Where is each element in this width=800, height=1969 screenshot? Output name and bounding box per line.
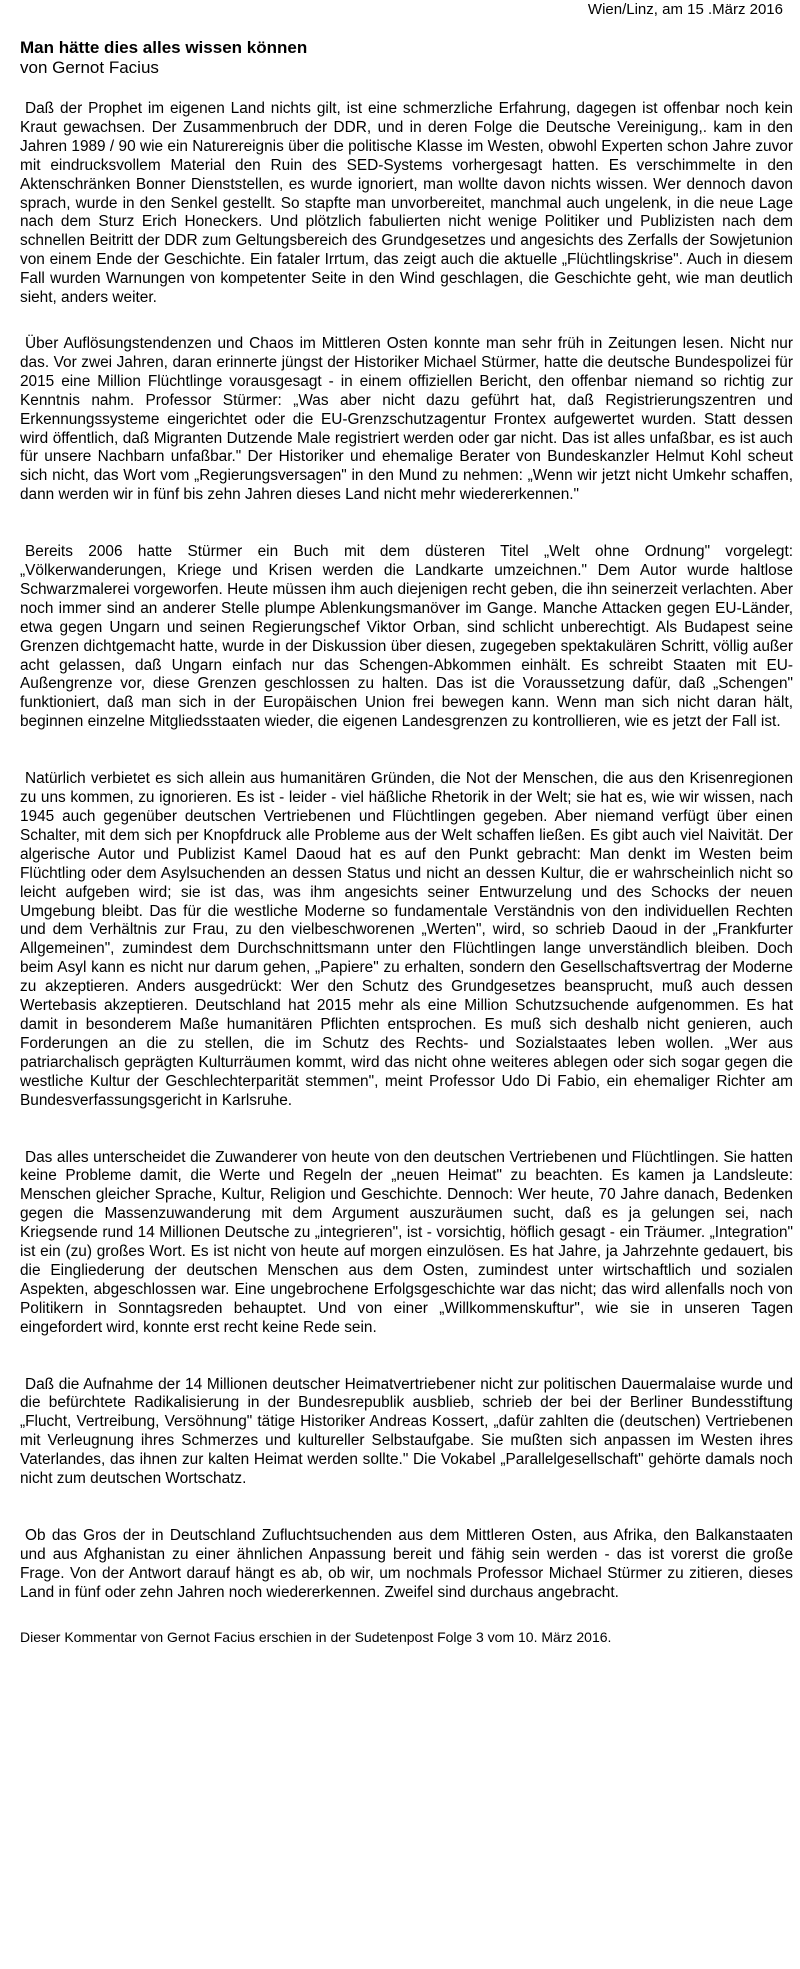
paragraph: Ob das Gros der in Deutschland Zufluchtsuchenden aus dem Mittleren Osten, aus Afrika, den Balkanstaaten und aus Afghanistan zu einer ähnlichen Anpassung bereit und fähig sein werden - das ist vorerst die große Frage. Von der Antwort darauf hängt es ab, ob wir, um nochmals Professor Michael Stürmer zu zitieren, dieses Land in fünf oder zehn Jahren noch wiedererkennen. Zweifel sind durchaus angebracht. — [20, 1527, 793, 1601]
article-byline: von Gernot Facius — [20, 58, 159, 77]
paragraph: Daß die Aufnahme der 14 Millionen deutscher Heimatvertriebener nicht zur politischen Dauermalaise wurde und die befürchtete Radikalisierung in der Bundesrepublik ausblieb, schrieb der bei der Berliner Bundesstiftung „Flucht, Vertreibung, Versöhnung" tätige Historiker Andreas Kossert, „dafür zahlten die (deutschen) Vertriebenen mit Verleugnung ihres Schmerzes und kultureller Selbstaufgabe. Sie mußten sich anpassen im Westen ihres Vaterlandes, das ihnen zur kalten Heimat werden sollte." Die Vokabel „Parallelgesellschaft" gehörte damals noch nicht zum deutschen Wortschatz. — [20, 1375, 793, 1488]
paragraph: Über Auflösungstendenzen und Chaos im Mittleren Osten konnte man sehr früh in Zeitungen lesen. Nicht nur das. Vor zwei Jahren, daran erinnerte jüngst der Historiker Michael Stürmer, hatte die deutsche Bundespolizei für 2015 eine Million Flüchtlinge vorausgesagt - in einem offiziellen Bericht, den offenbar niemand so richtig zur Kenntnis nahm. Professor Stürmer: „Was aber nicht dazu geführt hat, daß Registrierungszentren und Erkennungssysteme eingerichtet oder die EU-Grenzschutzagentur Frontex aufgewertet wurden. Statt dessen wird öffentlich, daß Migranten Dutzende Male registriert werden oder gar nicht. Das ist alles unfaßbar, es ist auch für unsere Nachbarn unfaßbar." Der Historiker und ehemalige Berater von Bundeskanzler Helmut Kohl scheut sich nicht, das Wort vom „Regierungsversagen" in den Mund zu nehmen: „Wenn wir jetzt nicht Umkehr schaffen, dann werden wir in fünf bis zehn Jahren dieses Land nicht mehr wiedererkennen." — [20, 334, 793, 504]
paragraph: Natürlich verbietet es sich allein aus humanitären Gründen, die Not der Menschen, die aus den Krisenregionen zu uns kommen, zu ignorieren. Es ist - leider - viel häßliche Rhetorik in der Welt; sie hat es, wie wir wissen, nach 1945 auch gegenüber deutschen Vertriebenen und Flüchtlingen gegeben. Aber niemand verfügt über einen Schalter, mit dem sich per Knopfdruck alle Probleme aus der Welt schaffen ließen. Es gibt auch viel Naivität. Der algerische Autor und Publizist Kamel Daoud hat es auf den Punkt gebracht: Man denkt im Westen beim Flüchtling oder dem Asylsuchenden an dessen Status und nicht an dessen Kultur, die er wahrscheinlich nicht so leicht aufgeben wird; sie ist das, was ihm angesichts seiner Entwurzelung und des Schocks der neuen Umgebung bleibt. Das für die westliche Moderne so fundamentale Verständnis von den individuellen Rechten und dem Verhältnis zur Frau, zu den vielbeschworenen „Werten", wird, so schrieb Daoud in der „Frankfurter Allgemeinen", zumindest dem Durchschnittsmann unter den Flüchtlingen lange unverständlich bleiben. Doch beim Asyl kann es nicht nur darum gehen, „Papiere" zu erhalten, sondern den Gesellschaftsvertrag der Moderne zu akzeptieren. Anders ausgedrückt: Wer den Schutz des Grundgesetzes beansprucht, muß auch dessen Wertebasis akzeptieren. Deutschland hat 2015 mehr als eine Million Schutzsuchende aufgenommen. Es hat damit in besonderem Maße humanitären Pflichten entsprochen. Es muß sich deshalb nicht genieren, auch Forderungen an die zu stellen, die im Schutz des Rechts- und Sozialstaates leben wollen. „Wer aus patriarchalisch geprägten Kulturräumen kommt, wird das nicht ohne weiteres ablegen oder sich sogar gegen die westliche Kultur der Geschlechterparität stemmen", meint Professor Udo Di Fabio, ein ehemaliger Richter am Bundesverfassungsgericht in Karlsruhe. — [20, 770, 793, 1109]
article-footer-note: Dieser Kommentar von Gernot Facius erschien in der Sudetenpost Folge 3 vom 10. März 2016. — [20, 1628, 612, 1645]
paragraph: Bereits 2006 hatte Stürmer ein Buch mit dem düsteren Titel „Welt ohne Ordnung" vorgelegt: „Völkerwanderungen, Kriege und Krisen werden die Landkarte umzeichnen." Dem Autor wurde haltlose Schwarzmalerei vorgeworfen. Heute müssen ihm auch diejenigen recht geben, die ihn seinerzeit verlachten. Aber noch immer sind an anderer Stelle plumpe Ablenkungsmanöver im Gange. Manche Attacken gegen EU-Länder, etwa gegen Ungarn und seinen Regierungschef Viktor Orban, sind schlicht unberechtigt. Als Budapest seine Grenzen dichtgemacht hatte, wurde in der Diskussion über diesen, zugegeben spektakulären Schritt, völlig außer acht gelassen, daß Ungarn einfach nur das Schengen-Abkommen einhält. Es schreibt Staaten mit EU-Außengrenze vor, diese Grenzen geschlossen zu halten. Das ist die Voraussetzung dafür, daß „Schengen" funktioniert, daß man sich in der Europäischen Union frei bewegen kann. Wenn man sich nicht daran hält, beginnen einzelne Mitgliedsstaaten wieder, die eigenen Landesgrenzen zu kontrollieren, wie es jetzt der Fall ist. — [20, 543, 793, 731]
dateline: Wien/Linz, am 15 .März 2016 — [587, 1, 783, 18]
paragraph: Daß der Prophet im eigenen Land nichts gilt, ist eine schmerzliche Erfahrung, dagegen ist offenbar noch kein Kraut gewachsen. Der Zusammenbruch der DDR, und in deren Folge die Deutsche Vereinigung,. kam in den Jahren 1989 / 90 wie ein Naturereignis über die politische Klasse im Westen, obwohl Experten schon Jahre zuvor mit eindrucksvollem Material den Ruin des SED-Systems vorhergesagt hatten. Es verschimmelte in den Aktenschränken Bonner Dienststellen, es wurde ignoriert, man wollte davon nichts wissen. Wer dennoch davon sprach, wurde in den Senkel gestellt. So stapfte man unvorbereitet, manchmal auch ungelenk, in die neue Lage nach dem Sturz Erich Honeckers. Und plötzlich fabulierten nicht wenige Politiker und Publizisten nach dem schnellen Beitritt der DDR zum Geltungsbereich des Grundgesetzes und angesichts des Zerfalls der Sowjetunion von einem Ende der Geschichte. Ein fataler Irrtum, das zeigt auch die aktuelle „Flüchtlingskrise". Auch in diesem Fall wurden Warnungen von kompetenter Seite in den Wind geschlagen, die Geschichte geht, wie man deutlich sieht, anders weiter. — [20, 100, 793, 307]
article-body — [20, 100, 793, 1646]
article-title: Man hätte dies alles wissen können — [20, 38, 308, 57]
paragraph: Das alles unterscheidet die Zuwanderer von heute von den deutschen Vertriebenen und Flüchtlingen. Sie hatten keine Probleme damit, die Werte und Regeln der „neuen Heimat" zu beachten. Es kamen ja Landsleute: Menschen gleicher Sprache, Kultur, Religion und Geschichte. Dennoch: Wer heute, 70 Jahre danach, Bedenken gegen die Massenzuwanderung mit dem Argument auszuräumen sucht, daß es ja gelungen sei, nach Kriegsende rund 14 Millionen Deutsche zu „integrieren", ist - vorsichtig, höflich gesagt - ein Träumer. „Integration" ist ein (zu) großes Wort. Es ist nicht von heute auf morgen einzulösen. Es hat Jahre, ja Jahrzehnte gedauert, bis die Eingliederung der deutschen Menschen aus dem Osten, zumindest unter wirtschaftlich und sozialen Aspekten, abgeschlossen war. Eine ungebrochene Erfolgsgeschichte war das nicht; das wird allenfalls noch von Politikern in Sonntagsreden behauptet. Und von einer „Willkommenskuftur", wie sie in unseren Tagen eingefordert wird, konnte erst recht keine Rede sein. — [20, 1148, 793, 1336]
